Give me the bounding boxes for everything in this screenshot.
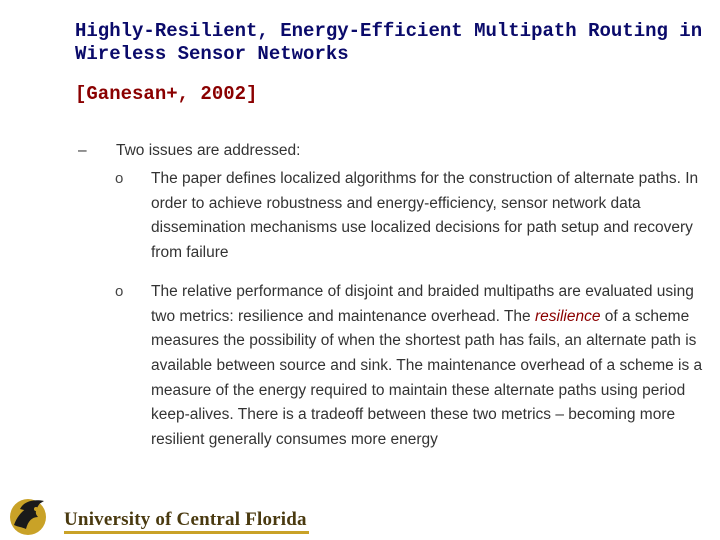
logo-underline (64, 531, 309, 534)
level1-text: Two issues are addressed: (116, 142, 301, 159)
bullet-item (115, 167, 710, 266)
bullet-text-emphasis: resilience (534, 307, 601, 325)
bullet-marker: o (115, 170, 124, 187)
bullet-text-post: of a scheme measures the possibility of when the shortest path has fails, an alternate path is available between source and sink. The maintenance overhead of a scheme is a measure of the energy required to maintain these alternate paths using period keep-alives. There is a tradeoff between these two metrics – becoming more resilient generally consumes more energy (151, 307, 703, 449)
slide-title: Highly-Resilient, Energy-Efficient Multipath Routing in Wireless Sensor Networks (75, 20, 703, 65)
bullet-list (115, 167, 710, 467)
pegasus-icon (6, 495, 52, 537)
bullet-text-pre: The relative performance of disjoint and braided multipaths are evaluated using two metrics: resilience and maintenance overhead. The (151, 282, 694, 325)
bullet-text: The paper defines localized algorithms for the construction of alternate paths. In order to achieve robustness and energy-efficiency, sensor network data dissemination mechanisms use localized decisions for path setup and recovery from failure (151, 170, 699, 262)
slide-subtitle: [Ganesan+, 2002] (75, 83, 258, 105)
dash-bullet: – (78, 142, 87, 159)
bullet-item (115, 280, 710, 453)
ucf-name: University of Central Florida (64, 509, 307, 530)
bullet-marker: o (115, 282, 124, 300)
ucf-logo (6, 495, 311, 537)
